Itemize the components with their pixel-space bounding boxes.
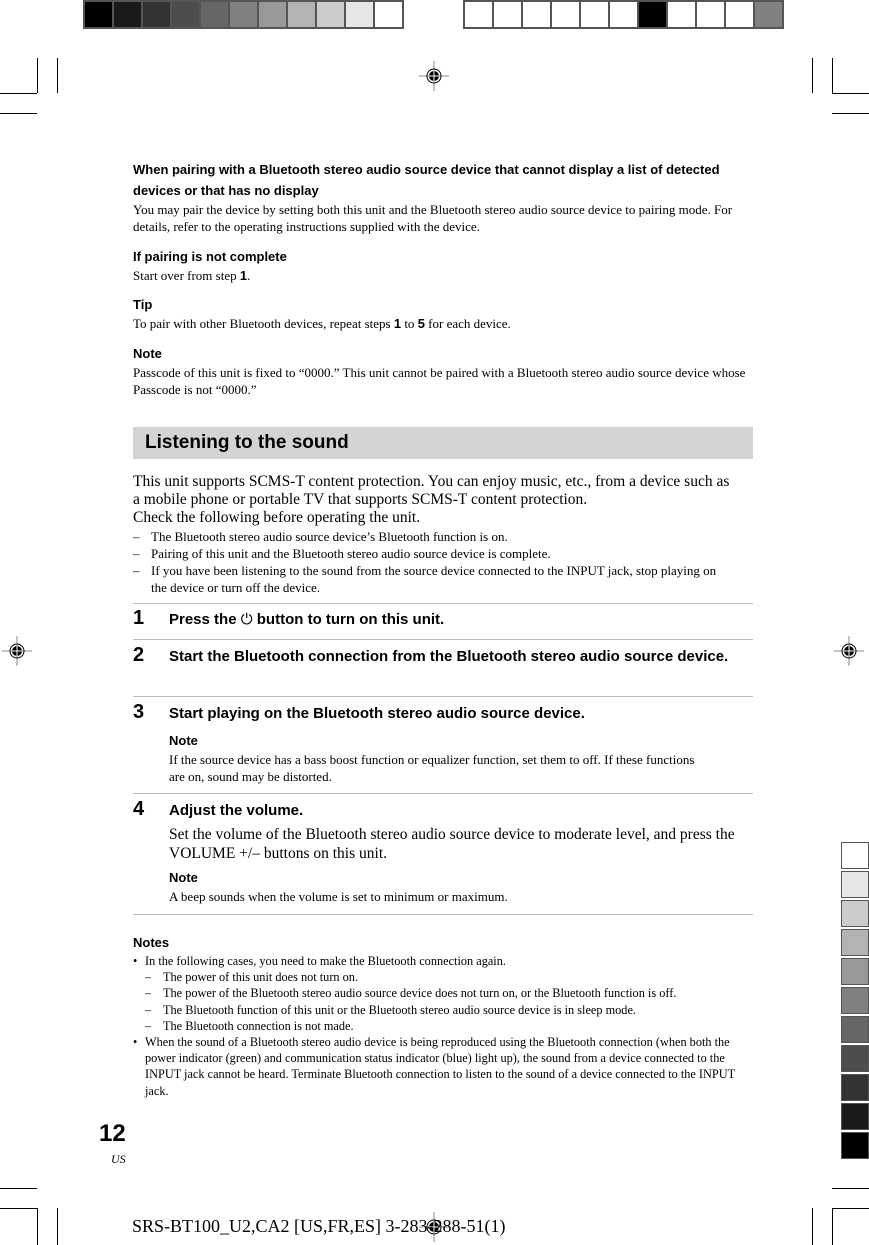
color-calibration-bar-right xyxy=(463,0,784,29)
step-number: 2 xyxy=(133,644,145,666)
grayscale-tab xyxy=(841,1045,869,1072)
color-swatch xyxy=(85,2,112,27)
color-swatch xyxy=(755,2,782,27)
intro-paragraph: This unit supports SCMS-T content protection. You can enjoy music, etc., from a device such as a mobile phone or portable TV that supports SCMS-T content protection. xyxy=(133,473,730,508)
color-swatch xyxy=(668,2,695,27)
color-swatch xyxy=(552,2,579,27)
section-body: You may pair the device by setting both this unit and the Bluetooth stereo audio source device to pairing mode. For details, refer to the operating instructions supplied with the device. xyxy=(133,202,733,234)
case-item: – The power of this unit does not turn on. xyxy=(145,969,755,985)
step-number: 4 xyxy=(133,798,145,820)
color-swatch xyxy=(172,2,199,27)
checklist xyxy=(133,528,733,596)
section-body: To pair with other Bluetooth devices, repeat steps 1 to 5 for each device. xyxy=(133,316,511,331)
section-tip xyxy=(133,294,753,332)
color-swatch xyxy=(317,2,344,27)
color-swatch xyxy=(230,2,257,27)
note-bullet: In the following cases, you need to make the Bluetooth connection again. xyxy=(145,954,506,968)
step-text: Start playing on the Bluetooth stereo audio source device. xyxy=(169,705,585,722)
check-paragraph: Check the following before operating the unit. xyxy=(133,509,421,526)
divider xyxy=(133,914,753,915)
note-heading: Note xyxy=(169,733,198,748)
color-swatch xyxy=(581,2,608,27)
divider xyxy=(133,639,753,640)
case-item: – The power of the Bluetooth stereo audio source device does not turn on, or the Bluetooth function is off. xyxy=(145,985,755,1001)
color-swatch xyxy=(201,2,228,27)
checklist-item: – Pairing of this unit and the Bluetooth stereo audio source device is complete. xyxy=(133,545,733,562)
case-item: – The Bluetooth function of this unit or the Bluetooth stereo audio source device is in sleep mode. xyxy=(145,1002,755,1018)
color-swatch xyxy=(143,2,170,27)
color-swatch xyxy=(494,2,521,27)
grayscale-tab xyxy=(841,929,869,956)
color-swatch xyxy=(346,2,373,27)
step-1: 1 Press the ⏻ button to turn on this unit. xyxy=(133,607,445,629)
grayscale-tab xyxy=(841,900,869,927)
divider xyxy=(133,793,753,794)
section-heading: Tip xyxy=(133,297,153,312)
note-bullet: When the sound of a Bluetooth stereo audio device is being reproduced using the Bluetooth connection (when both the power indicator (green) and communication status indicator (blue) light up), the sound from a device connected to the INPUT jack cannot be heard. Terminate Bluetooth connection to listen to the sound of a device connected to the INPUT jack. xyxy=(145,1035,735,1098)
step-4 xyxy=(133,798,753,905)
section-body: Passcode of this unit is fixed to “0000.” This unit cannot be paired with a Bluetooth stereo audio source device whose Passcode is not “0000.” xyxy=(133,365,746,397)
color-swatch xyxy=(639,2,666,27)
step-number: 3 xyxy=(133,701,145,723)
footer-code: SRS-BT100_U2,CA2 [US,FR,ES] 3-283-288-51(1) xyxy=(132,1216,506,1236)
step-text: Adjust the volume. xyxy=(169,802,304,819)
grayscale-tab xyxy=(841,1016,869,1043)
section-heading: If pairing is not complete xyxy=(133,249,287,264)
note-text: If the source device has a bass boost function or equalizer function, set them to off. If these functions are on, sound may be distorted. xyxy=(169,752,695,784)
grayscale-tab xyxy=(841,842,869,869)
registration-mark-icon xyxy=(834,636,864,666)
side-grayscale-tabs xyxy=(841,842,869,1159)
color-swatch xyxy=(288,2,315,27)
section-pairing-no-display xyxy=(133,159,753,235)
color-swatch xyxy=(610,2,637,27)
color-swatch xyxy=(726,2,753,27)
color-swatch xyxy=(523,2,550,27)
color-swatch xyxy=(697,2,724,27)
grayscale-tab xyxy=(841,958,869,985)
grayscale-tab xyxy=(841,1103,869,1130)
color-swatch xyxy=(259,2,286,27)
registration-mark-icon xyxy=(2,636,32,666)
section-heading: When pairing with a Bluetooth stereo audio source device that cannot display a list of detected devices or that has no display xyxy=(133,162,720,198)
section-title-band: Listening to the sound xyxy=(133,427,753,459)
cases-list xyxy=(145,969,755,1034)
section-note xyxy=(133,343,748,398)
step-text: Start the Bluetooth connection from the Bluetooth stereo audio source device. xyxy=(169,648,729,665)
grayscale-tab xyxy=(841,987,869,1014)
registration-mark-icon xyxy=(419,61,449,91)
color-swatch xyxy=(375,2,402,27)
grayscale-tab xyxy=(841,1132,869,1159)
notes-section: Notes • In the following cases, you need to make the Bluetooth connection again. – The power of this unit does not turn on. – The power of the Bluetooth stereo audio source device does not turn on, or the Bluetooth function is off. – The Bluetooth function of this unit or the Bluetooth stereo audio source device is in sleep mode. – The Bluetooth connection is not made. • When the sound of a Bluetooth stereo audio device is being reproduced using the Bluetooth connection (when both the power indicator (green) and communication status indicator (blue) light up), the sound from a device connected to the INPUT jack cannot be heard. Terminate Bluetooth connection to listen to the sound of a device connected to the INPUT jack. xyxy=(133,932,755,1099)
color-calibration-bar-left xyxy=(83,0,404,29)
notes-heading: Notes xyxy=(133,935,170,950)
color-swatch xyxy=(114,2,141,27)
section-body: Start over from step 1. xyxy=(133,268,251,283)
note-text: A beep sounds when the volume is set to minimum or maximum. xyxy=(169,889,508,904)
note-heading: Note xyxy=(169,870,198,885)
checklist-item: – The Bluetooth stereo audio source device’s Bluetooth function is on. xyxy=(133,528,733,545)
case-item: – The Bluetooth connection is not made. xyxy=(145,1018,755,1034)
section-not-complete xyxy=(133,246,753,284)
intro-text xyxy=(133,473,733,527)
color-swatch xyxy=(465,2,492,27)
page-number: 12 xyxy=(99,1120,126,1147)
section-heading: Note xyxy=(133,346,162,361)
grayscale-tab xyxy=(841,871,869,898)
checklist-item: – If you have been listening to the sound from the source device connected to the INPUT jack, stop playing on the device or turn off the device. xyxy=(133,562,733,596)
page-region: US xyxy=(111,1152,126,1166)
divider xyxy=(133,696,753,697)
power-icon: ⏻ xyxy=(240,611,253,628)
grayscale-tab xyxy=(841,1074,869,1101)
step-3 xyxy=(133,701,753,785)
step-body: Set the volume of the Bluetooth stereo audio source device to moderate level, and press the VOLUME +/– buttons on this unit. xyxy=(169,826,735,862)
step-number: 1 xyxy=(133,607,145,629)
divider xyxy=(133,603,753,604)
step-2 xyxy=(133,644,753,667)
